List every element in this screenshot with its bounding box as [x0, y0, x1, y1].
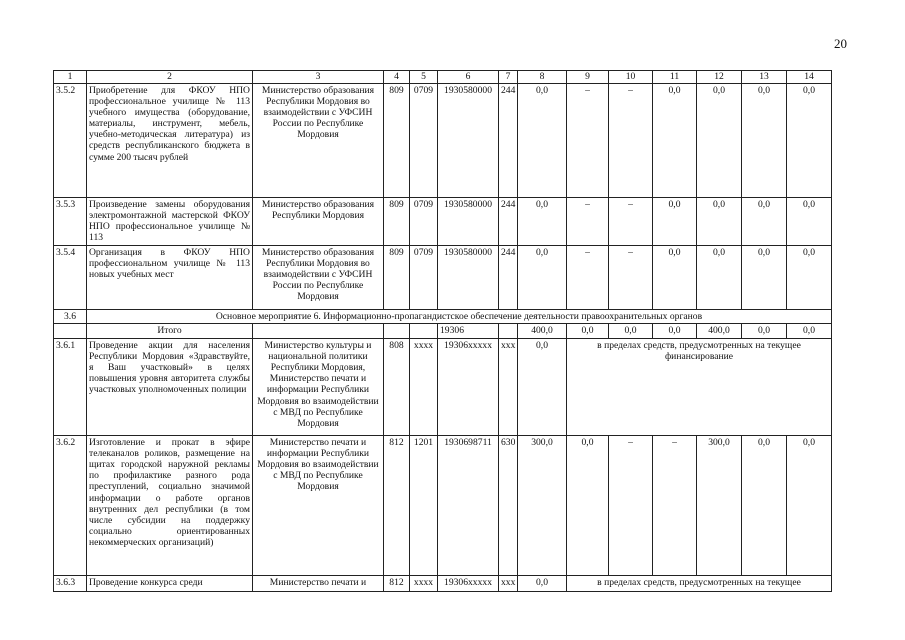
rzpr-cell: 0709	[410, 246, 438, 310]
grbs-cell: 809	[384, 246, 410, 310]
total-amount-cell: 0,0	[653, 324, 697, 339]
grbs-cell: 809	[384, 84, 410, 198]
total-code-cell: 19306	[438, 324, 499, 339]
amount-cell: –	[609, 198, 653, 246]
executor-cell: Министерство культуры и национальной политики Республики Мордовия, Министерство печати и информации Республики Мордовия во взаимодействии с МВД по Республике Мордовия	[253, 339, 384, 436]
column-number-cell: 5	[410, 71, 438, 84]
funding-note-cell: в пределах средств, предусмотренных на текущее	[567, 576, 832, 592]
item-number-cell: 3.5.3	[54, 198, 87, 246]
empty-cell	[410, 324, 438, 339]
amount-cell: 0,0	[742, 246, 787, 310]
item-number-cell: 3.6.1	[54, 339, 87, 436]
column-number-cell: 7	[499, 71, 518, 84]
executor-cell: Министерство печати и	[253, 576, 384, 592]
table-row	[54, 576, 832, 592]
amount-cell: 0,0	[742, 84, 787, 198]
rzpr-cell: 0709	[410, 84, 438, 198]
column-number-cell: 1	[54, 71, 87, 84]
item-description-cell: Организация в ФКОУ НПО профессиональном училище № 113 новых учебных мест	[87, 246, 253, 310]
amount-cell: 0,0	[653, 198, 697, 246]
column-number-cell: 12	[697, 71, 742, 84]
total-amount-cell: 400,0	[697, 324, 742, 339]
column-number-cell: 9	[567, 71, 609, 84]
item-description-cell: Проведение акции для населения Республики Мордовия «Здравствуйте, я Ваш участковый» в целях повышения уровня авторитета службы участковых уполномоченных полиции	[87, 339, 253, 436]
amount-cell: 0,0	[787, 246, 832, 310]
column-number-cell: 14	[787, 71, 832, 84]
total-amount-cell: 0,0	[787, 324, 832, 339]
amount-cell: –	[609, 246, 653, 310]
csr-cell: 1930580000	[438, 246, 499, 310]
column-number-cell: 2	[87, 71, 253, 84]
amount-cell: 0,0	[653, 84, 697, 198]
column-number-cell: 3	[253, 71, 384, 84]
total-label-cell: Итого	[87, 324, 253, 339]
program-table	[53, 70, 832, 592]
executor-cell: Министерство образования Республики Мордовия	[253, 198, 384, 246]
empty-cell	[499, 324, 518, 339]
vr-cell: ххх	[499, 339, 518, 436]
item-description-cell: Проведение конкурса среди	[87, 576, 253, 592]
item-number-cell: 3.6.3	[54, 576, 87, 592]
executor-cell: Министерство печати и информации Республики Мордовия во взаимодействии с МВД по Республике Мордовия	[253, 436, 384, 576]
table-row	[54, 84, 832, 198]
executor-cell: Министерство образования Республики Мордовия во взаимодействии с УФСИН России по Республике Мордовия	[253, 84, 384, 198]
total-amount-cell: 400,0	[518, 324, 567, 339]
table-header-row	[54, 71, 832, 84]
column-number-cell: 10	[609, 71, 653, 84]
grbs-cell: 812	[384, 576, 410, 592]
total-amount-cell: 0,0	[609, 324, 653, 339]
amount-cell: 0,0	[787, 84, 832, 198]
grbs-cell: 809	[384, 198, 410, 246]
amount-cell: 300,0	[697, 436, 742, 576]
empty-cell	[384, 324, 410, 339]
amount-cell: 0,0	[787, 198, 832, 246]
vr-cell: ххх	[499, 576, 518, 592]
amount-cell: –	[567, 198, 609, 246]
grbs-cell: 808	[384, 339, 410, 436]
table-row	[54, 246, 832, 310]
empty-cell	[253, 324, 384, 339]
total-amount-cell: 0,0	[567, 324, 609, 339]
amount-cell: 0,0	[697, 246, 742, 310]
amount-cell: 0,0	[518, 198, 567, 246]
item-description-cell: Изготовление и прокат в эфире телеканалов роликов, размещение на щитах городской наружной рекламы по профилактике разного рода преступлений, социально значимой информации о работе органов внутренних дел республики (в том числе субсидии на поддержку социально ориентированных некоммерческих организаций)	[87, 436, 253, 576]
amount-cell: 300,0	[518, 436, 567, 576]
column-number-cell: 4	[384, 71, 410, 84]
item-number-cell: 3.5.4	[54, 246, 87, 310]
amount-cell: 0,0	[518, 576, 567, 592]
executor-cell: Министерство образования Республики Мордовия во взаимодействии с УФСИН России по Республике Мордовия	[253, 246, 384, 310]
amount-cell: –	[609, 436, 653, 576]
amount-cell: 0,0	[787, 436, 832, 576]
amount-cell: –	[653, 436, 697, 576]
vr-cell: 244	[499, 246, 518, 310]
rzpr-cell: 0709	[410, 198, 438, 246]
item-number-cell: 3.5.2	[54, 84, 87, 198]
table-row	[54, 310, 832, 324]
vr-cell: 244	[499, 84, 518, 198]
empty-cell	[54, 324, 87, 339]
csr-cell: 1930698711	[438, 436, 499, 576]
column-number-cell: 6	[438, 71, 499, 84]
amount-cell: 0,0	[518, 84, 567, 198]
funding-note-cell: в пределах средств, предусмотренных на текущее финансирование	[567, 339, 832, 436]
amount-cell: 0,0	[653, 246, 697, 310]
amount-cell: –	[567, 246, 609, 310]
page-number: 20	[834, 36, 847, 51]
item-description-cell: Приобретение для ФКОУ НПО профессиональное училище № 113 учебного имущества (оборудование, материалы, инструмент, мебель, учебно-методическая литература) из средств республиканского бюджета в сумме 200 тысяч рублей	[87, 84, 253, 198]
amount-cell: –	[567, 84, 609, 198]
table-row	[54, 436, 832, 576]
column-number-cell: 11	[653, 71, 697, 84]
csr-cell: 1930580000	[438, 198, 499, 246]
section-title-cell: Основное мероприятие 6. Информационно-пропагандистское обеспечение деятельности правоохранительных органов	[87, 310, 832, 324]
column-number-cell: 13	[742, 71, 787, 84]
vr-cell: 244	[499, 198, 518, 246]
table-row	[54, 198, 832, 246]
amount-cell: 0,0	[567, 436, 609, 576]
section-number-cell: 3.6	[54, 310, 87, 324]
rzpr-cell: 1201	[410, 436, 438, 576]
item-number-cell: 3.6.2	[54, 436, 87, 576]
table-row	[54, 339, 832, 436]
amount-cell: –	[609, 84, 653, 198]
csr-cell: 19306ххххх	[438, 339, 499, 436]
csr-cell: 1930580000	[438, 84, 499, 198]
amount-cell: 0,0	[742, 198, 787, 246]
amount-cell: 0,0	[518, 339, 567, 436]
item-description-cell: Произведение замены оборудования электромонтажной мастерской ФКОУ НПО профессиональное училище № 113	[87, 198, 253, 246]
amount-cell: 0,0	[742, 436, 787, 576]
grbs-cell: 812	[384, 436, 410, 576]
total-amount-cell: 0,0	[742, 324, 787, 339]
amount-cell: 0,0	[697, 84, 742, 198]
rzpr-cell: хххх	[410, 576, 438, 592]
rzpr-cell: хххх	[410, 339, 438, 436]
amount-cell: 0,0	[518, 246, 567, 310]
column-number-cell: 8	[518, 71, 567, 84]
csr-cell: 19306ххххх	[438, 576, 499, 592]
vr-cell: 630	[499, 436, 518, 576]
table-row	[54, 324, 832, 339]
amount-cell: 0,0	[697, 198, 742, 246]
